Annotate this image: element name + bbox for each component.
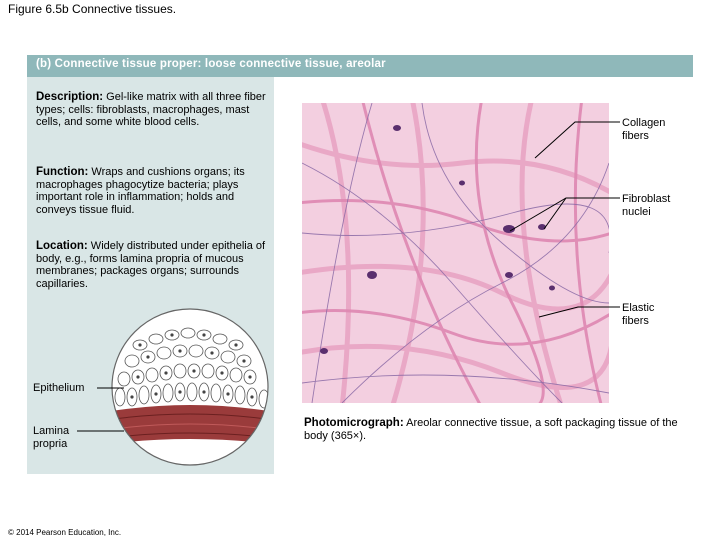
collagen-fibers-label-line1: Collagen bbox=[622, 117, 666, 129]
panel-header: (b) Connective tissue proper: loose connective tissue, areolar bbox=[36, 58, 386, 70]
location-heading: Location: bbox=[36, 240, 88, 252]
caption-body: Areolar connective tissue, a soft packaging tissue of the body (365×). bbox=[304, 417, 678, 442]
description-body: Gel-like matrix with all three fiber types; cells: fibroblasts, macrophages, mast cells, and some white blood cells. bbox=[36, 91, 266, 128]
lamina-propria-label-line2: propria bbox=[33, 437, 68, 450]
photomicrograph-caption bbox=[304, 417, 684, 443]
elastic-fibers-label-line2: fibers bbox=[622, 314, 649, 327]
caption-heading: Photomicrograph: bbox=[304, 417, 404, 429]
function-heading: Function: bbox=[36, 166, 89, 178]
copyright-notice: © 2014 Pearson Education, Inc. bbox=[8, 528, 122, 537]
figure-title: Figure 6.5b Connective tissues. bbox=[8, 2, 177, 16]
function-body: Wraps and cushions organs; its macrophages phagocytize bacteria; plays important role in inflammation; holds and conveys tissue fluid. bbox=[36, 166, 245, 216]
description-heading: Description: bbox=[36, 91, 104, 103]
location-body: Widely distributed under epithelia of body, e.g., forms lamina propria of mucous membranes; packages organs; surrounds capillaries. bbox=[36, 240, 266, 290]
elastic-fibers-label-line1: Elastic bbox=[622, 302, 655, 314]
fibroblast-nuclei-label-line1: Fibroblast bbox=[622, 193, 671, 205]
fibroblast-nuclei-label-line2: nuclei bbox=[622, 205, 651, 218]
epithelium-label: Epithelium bbox=[33, 382, 85, 394]
collagen-fibers-label-line2: fibers bbox=[622, 129, 649, 142]
lamina-propria-label-line1: Lamina bbox=[33, 425, 70, 437]
